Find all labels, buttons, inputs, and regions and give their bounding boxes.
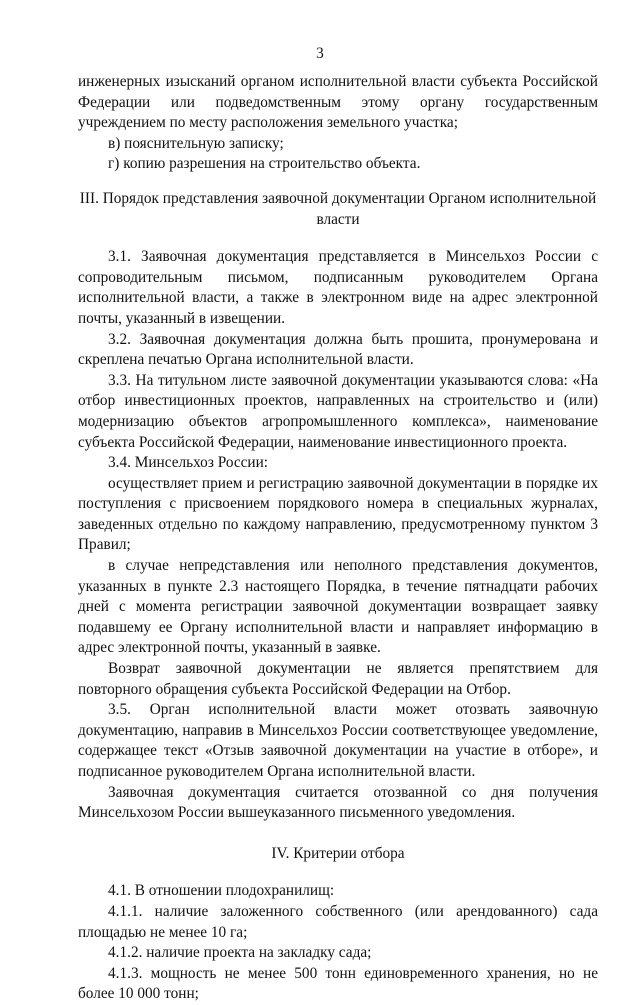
- paragraph-3-4: 3.4. Минсельхоз России:: [108, 454, 269, 472]
- section-heading-3: III. Порядок представления заявочной документации Органом исполнительной власти: [79, 189, 597, 228]
- document-body: [78, 72, 598, 1005]
- paragraph-3-4-c: Возврат заявочной документации не является препятствием для повторного обращения субъекта Российской Федерации на Отбор.: [78, 660, 598, 698]
- paragraph-4-1: 4.1. В отношении плодохранилищ:: [108, 882, 335, 900]
- paragraph-4-1-1: 4.1.1. наличие заложенного собственного (или арендованного) сада площадью не менее 10 га;: [78, 902, 598, 941]
- paragraph-4-1-3: 4.1.3. мощность не менее 500 тонн единовременного хранения, но не более 10 000 тонн;: [78, 964, 598, 1003]
- paragraph-3-4-a: осуществляет прием и регистрацию заявочной документации в порядке их поступления с присвоением порядкового номера в специальных журналах, заведенных отдельно по каждому направлению, предусмотренному пунктом 3 Правил;: [78, 474, 598, 554]
- paragraph-4-1-2: 4.1.2. наличие проекта на закладку сада;: [108, 944, 372, 962]
- list-item-g: г) копию разрешения на строительство объекта.: [108, 155, 421, 173]
- list-item-v: в) пояснительную записку;: [108, 134, 284, 152]
- paragraph-3-5: 3.5. Орган исполнительной власти может отозвать заявочную документацию, направив в Минсельхоз России соответствующее уведомление, содержащее текст «Отзыв заявочной документации на участие в отборе», и подписанное руководителем Органа исполнительной власти.: [78, 701, 598, 780]
- section-heading-4: IV. Критерии отбора: [271, 844, 405, 862]
- paragraph-3-5-b: Заявочная документация считается отозванной со дня получения Минсельхозом России вышеуказанного письменного уведомления.: [78, 783, 598, 822]
- paragraph-3-2: 3.2. Заявочная документация должна быть прошита, пронумерована и скреплена печатью Органа исполнительной власти.: [78, 330, 598, 369]
- page-number: 3: [316, 45, 324, 62]
- paragraph-3-4-b: в случае непредставления или неполного представления документов, указанных в пункте 2.3 настоящего Порядка, в течение пятнадцати рабочих дней с момента регистрации заявочной документации возвращает заявку подавшему ее Органу исполнительной власти и направляет информацию в адрес электронной почты, указанный в заявке.: [78, 557, 598, 657]
- paragraph-3-1: 3.1. Заявочная документация представляется в Минсельхоз России с сопроводительным письмом, подписанным руководителем Органа исполнительной власти, а также в электронном виде на адрес электронной почты, указанный в извещении.: [78, 248, 598, 327]
- paragraph-3-3: 3.3. На титульном листе заявочной документации указываются слова: «На отбор инвестиционных проектов, направленных на строительство и (или) модернизацию объектов агропромышленного комплекса», наименование субъекта Российской Федерации, наименование инвестиционного проекта.: [78, 371, 598, 451]
- paragraph-continuation: инженерных изысканий органом исполнительной власти субъекта Российской Федерации или подведомственным этому органу государственным учреждением по месту расположения земельного участка;: [78, 73, 598, 132]
